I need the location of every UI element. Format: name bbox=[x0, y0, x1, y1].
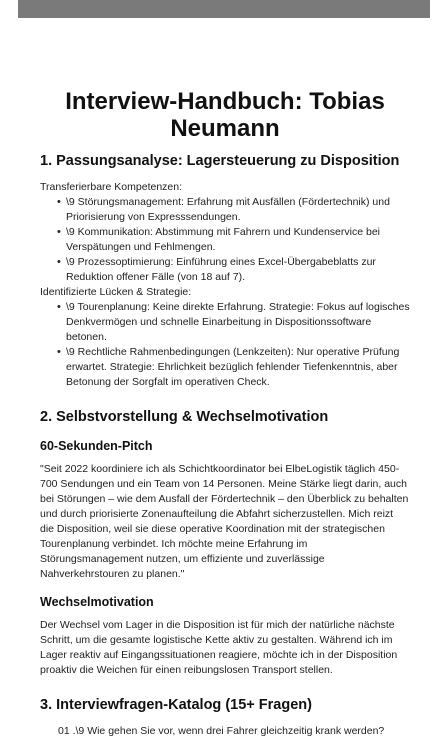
top-toolbar bbox=[18, 0, 430, 18]
section-question-catalog bbox=[40, 696, 410, 739]
section-heading-3: 3. Interviewfragen-Katalog (15+ Fragen) bbox=[40, 697, 312, 713]
list-item: • \9 Störungsmanagement: Erfahrung mit Ausfällen (Fördertechnik) und Priorisierung von Expresssendungen. bbox=[60, 195, 410, 225]
list-item: • \9 Rechtliche Rahmenbedingungen (Lenkzeiten): Nur operative Prüfung erwartet. Strategie: Ehrlichkeit bezüglich fehlender Tiefenkenntnis, aber Betonung der Sorgfalt im operativen Check. bbox=[60, 345, 410, 390]
gaps-label: Identifizierte Lücken & Strategie: bbox=[40, 286, 192, 298]
pitch-heading: 60-Sekunden-Pitch bbox=[40, 439, 153, 453]
motivation-heading: Wechselmotivation bbox=[40, 595, 154, 609]
section-self-intro bbox=[40, 408, 410, 678]
gaps-list bbox=[40, 300, 410, 390]
list-item: • \9 Tourenplanung: Keine direkte Erfahrung. Strategie: Fokus auf logisches Denkvermögen und schnelle Einarbeitung in Dispositionssoftware betonen. bbox=[60, 300, 410, 345]
question-item: 01 .\9 Wie gehen Sie vor, wenn drei Fahrer gleichzeitig krank werden? bbox=[58, 725, 385, 737]
document-page bbox=[40, 88, 410, 739]
section-fit-analysis bbox=[40, 152, 410, 390]
pitch-text: "Seit 2022 koordiniere ich als Schichtkoordinator bei ElbeLogistik täglich 450-700 Sendungen und ein Team von 14 Personen. Meine Stärke liegt darin, auch bei Störungen – wie dem Ausfall der Fördertechnik – den Überblick zu behalten und durch priorisierte Zonenaufteilung die Abfahrt sicherzustellen. Mich reizt die Disposition, weil sie diese operative Koordination mit der strategischen Tourenplanung verbindet. Ich möchte meine Erfahrung im Störungsmanagement nutzen, um effiziente und zuverlässige Nahverkehrstouren zu planen." bbox=[40, 463, 409, 580]
section-heading-1: 1. Passungsanalyse: Lagersteuerung zu Disposition bbox=[40, 153, 400, 169]
document-title: Interview-Handbuch: Tobias Neumann bbox=[65, 88, 385, 142]
transfer-list bbox=[40, 195, 410, 285]
transfer-label: Transferierbare Kompetenzen: bbox=[40, 181, 183, 193]
motivation-text: Der Wechsel vom Lager in die Disposition ist für mich der natürliche nächste Schritt, um die gesamte logistische Kette aktiv zu gestalten. Während ich im Lager reaktiv auf Eingangssituationen reagiere, möchte ich in der Disposition proaktiv die Weichen für einen reibungslosen Transport stellen. bbox=[40, 619, 398, 676]
section-heading-2: 2. Selbstvorstellung & Wechselmotivation bbox=[40, 409, 329, 425]
list-item: • \9 Prozessoptimierung: Einführung eines Excel-Übergabeblatts zur Reduktion offener Fälle (von 18 auf 7). bbox=[60, 255, 410, 285]
list-item: • \9 Kommunikation: Abstimmung mit Fahrern und Kundenservice bei Verspätungen und Fehlmengen. bbox=[60, 225, 410, 255]
